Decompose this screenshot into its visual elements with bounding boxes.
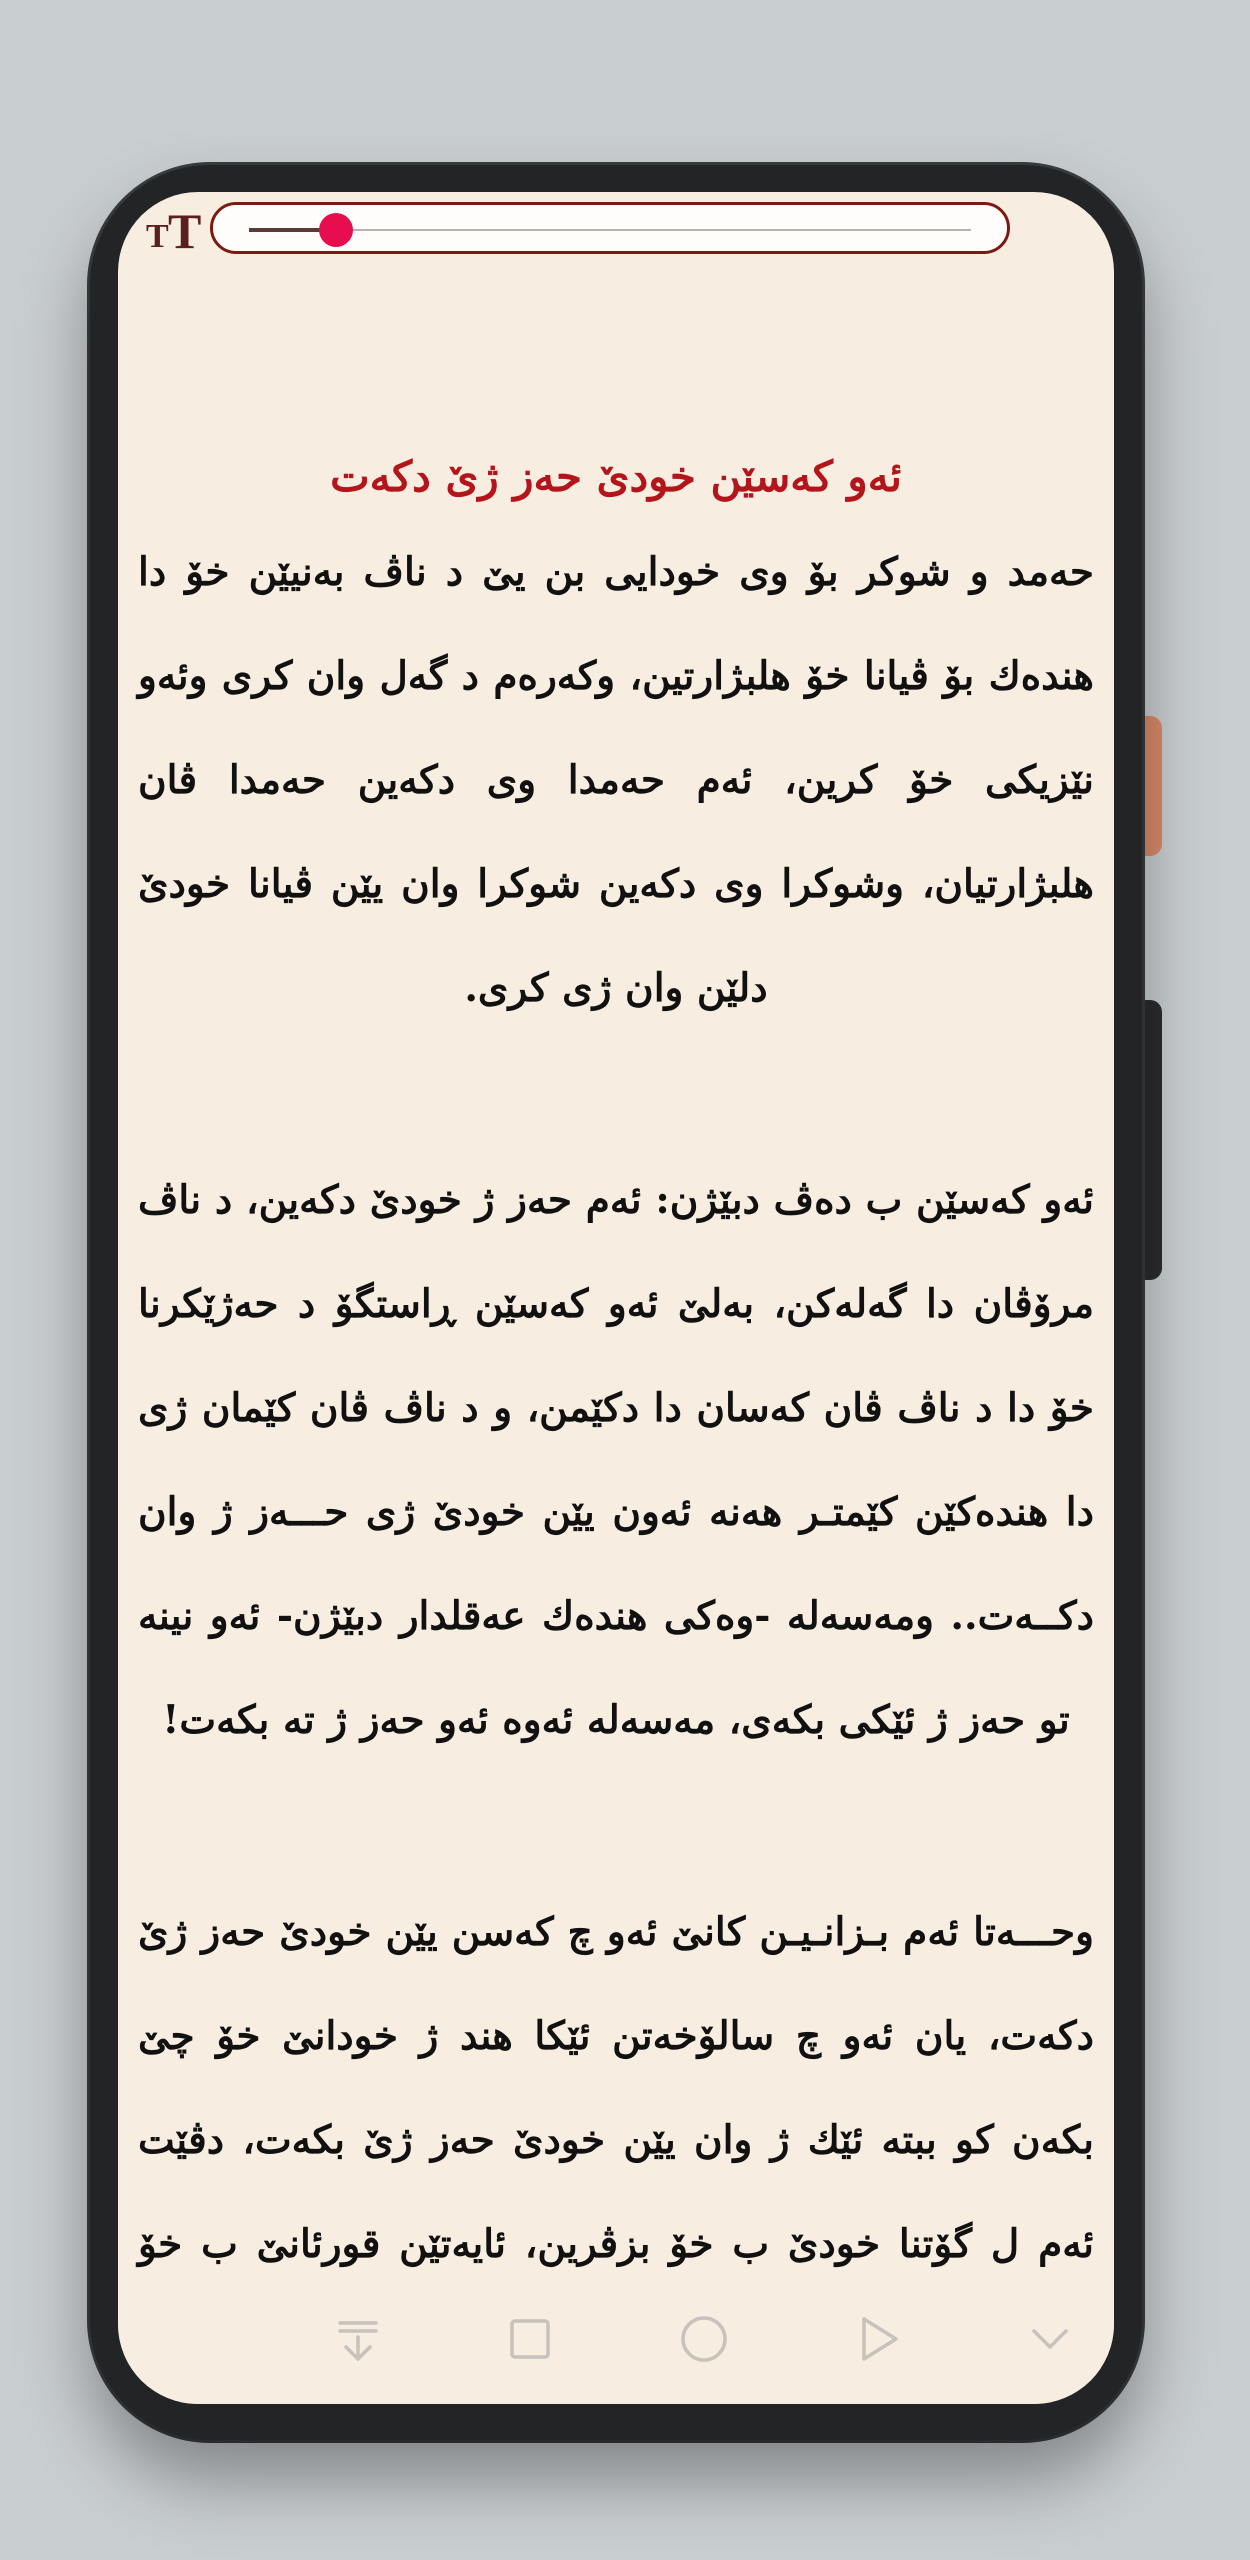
article-paragraph: حەمد و شوکر بۆ وی خودایی بن یێ د ناڤ بەنیێن خۆ دا هندەك بۆ ڤیانا خۆ هلبژارتین، وکەرەم د گەل وان کری وئەو نێزیکی خۆ کرین، ئەم حەمدا وی دکەین حەمدا ڤان هلبژارتیان، وشوکرا وی دکەین شوکرا وان یێن ڤیانا خودێ دلێن وان ژی کری. <box>138 549 1094 1011</box>
chevron-down-icon[interactable] <box>1020 2309 1080 2369</box>
font-size-slider[interactable] <box>210 202 1010 254</box>
circle-home-icon[interactable] <box>674 2309 734 2369</box>
download-icon[interactable] <box>328 2309 388 2369</box>
slider-track <box>249 229 971 231</box>
system-nav-bar <box>118 2277 1114 2404</box>
square-recents-icon[interactable] <box>500 2309 560 2369</box>
font-size-bar <box>118 192 1114 272</box>
article-title: ئەو کەسێن خودێ حەز ژێ دکەت <box>330 452 902 501</box>
triangle-back-icon[interactable] <box>848 2309 908 2369</box>
phone-screen <box>118 192 1114 2404</box>
article-paragraph: ئەو کەسێن ب دەڤ دبێژن: ئەم حەز ژ خودێ دکەین، د ناڤ مرۆڤان دا گەلەکن، بەلێ ئەو کەسێن ڕاستگۆ د حەژێکرنا خۆ دا د ناڤ ڤان کەسان دا دکێمن، و د ناڤ ڤان کێمان ژی دا هندەکێن کێمتـر هەنە ئەون یێن خودێ ژی حـــەز ژ وان دکــەت.. ومەسەلە -وەکی هندەك عەقلدار دبێژن- ئەو نینە تو حەز ژ ئێکی بکەی، مەسەلە ئەوە ئەو حەز ژ تە بکەت! <box>138 1177 1094 1743</box>
article-paragraph: وحـــەتا ئەم بـزانـیـن کانێ ئەو چ کەسن یێن خودێ حەز ژێ دکەت، یان ئەو چ سالۆخەتن ئێکا هند ژ خودانێ خۆ چێ بکەن کو ببتە ئێك ژ وان یێن خودێ حەز ژێ بکەت، دڤێت ئەم ل گۆتنا خودێ ب خۆ بزڤرین، ئایەتێن قورئانێ ب خۆ <box>138 1909 1094 2267</box>
article <box>138 442 1094 2404</box>
font-size-icon: T T <box>146 203 202 259</box>
slider-thumb[interactable] <box>319 213 353 247</box>
